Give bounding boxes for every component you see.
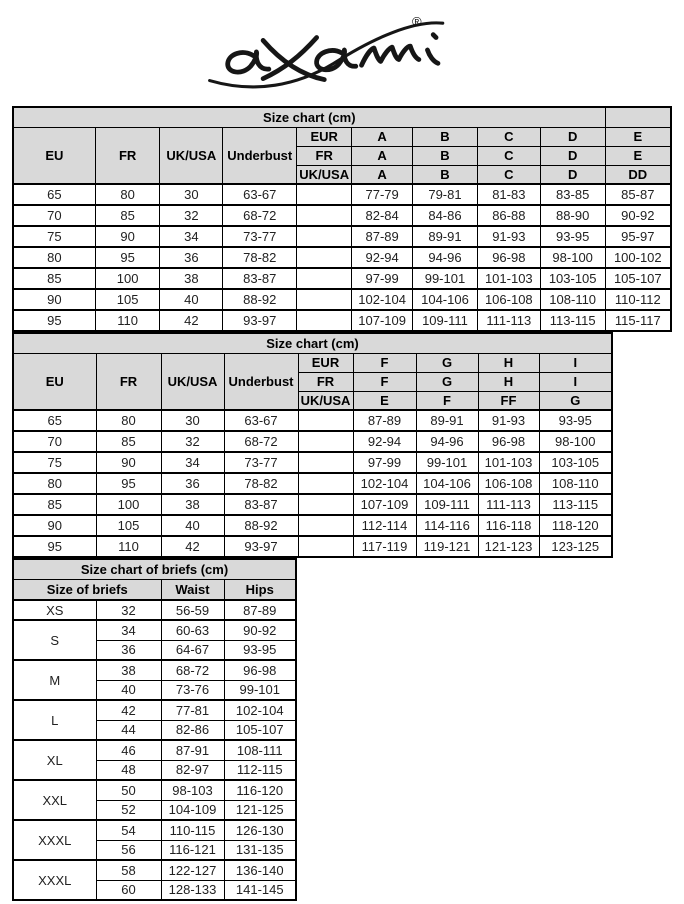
cell-fr: 90 [96,452,161,473]
size-row [13,226,671,247]
cell-hips-range: 90-92 [224,620,296,640]
cell-cup-range: 84-86 [413,205,478,226]
cell-hips-range: 136-140 [224,860,296,880]
size-row [13,205,671,226]
cell-waist-range: 128-133 [161,880,224,900]
system-label: FR [297,146,352,165]
header-waist: Waist [161,579,224,600]
cell-eu: 65 [13,410,96,431]
size-row [13,289,671,310]
brief-size-row [13,600,296,620]
cup-size-header: G [416,353,478,372]
cell-fr: 110 [96,536,161,557]
cell-fr: 105 [96,515,161,536]
cell-eu: 90 [13,515,96,536]
logo-letter-a1 [228,52,269,72]
cup-system-row [13,353,612,372]
cell-underbust: 93-97 [224,536,298,557]
cell-cup-range: 93-95 [540,226,605,247]
cell-fr: 100 [96,494,161,515]
cell-cup-range: 116-118 [478,515,539,536]
cell-waist-range: 87-91 [161,740,224,760]
cell-underbust: 83-87 [224,494,298,515]
size-row [13,268,671,289]
cell-uk-usa: 34 [160,226,223,247]
brief-size-row [13,820,296,840]
cell-waist-range: 116-121 [161,840,224,860]
logo-letter-i [427,50,438,63]
cell-waist-range: 82-97 [161,760,224,780]
cell-eu: 70 [13,205,95,226]
cell-cup-range: 97-99 [352,268,413,289]
size-row [13,247,671,268]
cell-eu: 85 [13,268,95,289]
cell-cup-range: 88-90 [540,205,605,226]
cell-eu: 80 [13,473,96,494]
cup-system-row [13,127,671,146]
chart-title: Size chart (cm) [13,107,605,127]
cell-cup-range: 111-113 [478,494,539,515]
brief-size-row [13,860,296,880]
cell-hips-range: 102-104 [224,700,296,720]
cell-spacer [297,289,352,310]
cell-fr: 95 [96,473,161,494]
cell-hips-range: 96-98 [224,660,296,680]
cup-size-header: E [605,146,671,165]
cup-size-header: E [605,127,671,146]
cell-cup-range: 93-95 [539,410,612,431]
cell-cup-range: 113-115 [540,310,605,331]
title-row [13,559,296,579]
cup-size-header: FF [478,391,539,410]
cell-waist-range: 73-76 [161,680,224,700]
cell-cup-range: 103-105 [539,452,612,473]
cell-underbust: 88-92 [224,515,298,536]
cell-cup-range: 94-96 [416,431,478,452]
cell-spacer [297,268,352,289]
system-label: UK/USA [297,165,352,184]
cell-spacer [297,184,352,205]
cell-cup-range: 114-116 [416,515,478,536]
system-label: UK/USA [298,391,353,410]
cell-waist-range: 77-81 [161,700,224,720]
cell-cup-range: 104-106 [416,473,478,494]
cup-size-header: D [540,146,605,165]
cup-size-header: I [539,353,612,372]
briefs-size-chart [12,558,672,901]
cell-eu: 65 [13,184,95,205]
cell-eu: 75 [13,452,96,473]
cell-fr: 85 [95,205,160,226]
cell-cup-range: 89-91 [416,410,478,431]
cell-eu: 95 [13,310,95,331]
cup-size-header: D [540,165,605,184]
cup-size-header: A [352,127,413,146]
cell-waist-range: 110-115 [161,820,224,840]
system-label: EUR [298,353,353,372]
chart-title: Size chart of briefs (cm) [13,559,296,579]
size-row [13,410,612,431]
cell-cup-range: 113-115 [539,494,612,515]
cell-brief-number: 56 [96,840,161,860]
cell-waist-range: 82-86 [161,720,224,740]
cell-hips-range: 105-107 [224,720,296,740]
size-row [13,536,612,557]
cell-brief-number: 50 [96,780,161,800]
title-row [13,333,612,353]
cup-size-header: B [413,127,478,146]
cell-cup-range: 99-101 [413,268,478,289]
cell-cup-range: 117-119 [353,536,416,557]
title-row [13,107,671,127]
cell-cup-range: 104-106 [413,289,478,310]
brief-size-row [13,660,296,680]
cup-size-header: C [477,127,540,146]
cell-cup-range: 89-91 [413,226,478,247]
cell-cup-range: 108-110 [540,289,605,310]
cup-size-header: I [539,372,612,391]
cell-brief-size-label: XXXL [13,860,96,900]
cell-underbust: 93-97 [223,310,297,331]
cell-cup-range: 121-123 [478,536,539,557]
cell-brief-number: 48 [96,760,161,780]
brand-name [0,0,1,1]
cell-cup-range: 91-93 [477,226,540,247]
brief-size-row [13,780,296,800]
cell-waist-range: 64-67 [161,640,224,660]
system-label: FR [298,372,353,391]
cell-underbust: 68-72 [223,205,297,226]
cell-brief-number: 34 [96,620,161,640]
cell-brief-size-label: L [13,700,96,740]
cell-uk-usa: 42 [161,536,224,557]
column-header: FR [95,127,160,184]
cell-cup-range: 98-100 [540,247,605,268]
cell-cup-range: 96-98 [478,431,539,452]
cell-fr: 100 [95,268,160,289]
bra-size-chart-1 [12,106,672,332]
cell-fr: 90 [95,226,160,247]
cell-underbust: 73-77 [223,226,297,247]
bra-size-table [12,106,672,332]
cell-cup-range: 102-104 [353,473,416,494]
cell-uk-usa: 36 [160,247,223,268]
cell-underbust: 68-72 [224,431,298,452]
cell-fr: 80 [95,184,160,205]
column-header: UK/USA [161,353,224,410]
size-row [13,494,612,515]
cup-size-header: G [416,372,478,391]
cup-size-header: H [478,353,539,372]
bra-size-table [12,332,613,558]
cell-spacer [297,247,352,268]
cup-size-header: A [352,165,413,184]
cell-cup-range: 83-85 [540,184,605,205]
cup-size-header: DD [605,165,671,184]
cell-cup-range: 91-93 [478,410,539,431]
cell-cup-range: 86-88 [477,205,540,226]
cell-brief-size-label: S [13,620,96,660]
cell-cup-range: 110-112 [605,289,671,310]
cell-cup-range: 94-96 [413,247,478,268]
cell-cup-range: 109-111 [413,310,478,331]
cell-brief-number: 60 [96,880,161,900]
cell-uk-usa: 36 [161,473,224,494]
cell-hips-range: 93-95 [224,640,296,660]
cell-cup-range: 101-103 [477,268,540,289]
cell-hips-range: 112-115 [224,760,296,780]
cell-uk-usa: 40 [161,515,224,536]
cell-fr: 95 [95,247,160,268]
cell-eu: 90 [13,289,95,310]
cup-size-header: G [539,391,612,410]
cell-cup-range: 123-125 [539,536,612,557]
cup-size-header: F [353,372,416,391]
cell-eu: 95 [13,536,96,557]
cell-cup-range: 106-108 [477,289,540,310]
cell-brief-size-label: XL [13,740,96,780]
cell-cup-range: 92-94 [352,247,413,268]
cell-spacer [298,452,353,473]
cell-cup-range: 106-108 [478,473,539,494]
cell-cup-range: 82-84 [352,205,413,226]
cup-size-header: A [352,146,413,165]
cell-hips-range: 108-111 [224,740,296,760]
cell-waist-range: 104-109 [161,800,224,820]
cell-underbust: 73-77 [224,452,298,473]
cell-uk-usa: 38 [160,268,223,289]
cell-cup-range: 103-105 [540,268,605,289]
cell-hips-range: 121-125 [224,800,296,820]
cell-cup-range: 85-87 [605,184,671,205]
cell-uk-usa: 38 [161,494,224,515]
cell-hips-range: 99-101 [224,680,296,700]
cup-size-header: D [540,127,605,146]
system-label: EUR [297,127,352,146]
column-header: Underbust [224,353,298,410]
cell-brief-number: 44 [96,720,161,740]
cell-cup-range: 87-89 [353,410,416,431]
cell-cup-range: 102-104 [352,289,413,310]
cell-cup-range: 97-99 [353,452,416,473]
logo [0,0,684,100]
cell-brief-number: 42 [96,700,161,720]
cell-brief-number: 40 [96,680,161,700]
cell-spacer [297,205,352,226]
registered-trademark-icon: ® [412,14,422,29]
cell-cup-range: 81-83 [477,184,540,205]
chart-title: Size chart (cm) [13,333,612,353]
cell-hips-range: 87-89 [224,600,296,620]
cup-size-header: B [413,165,478,184]
cell-uk-usa: 40 [160,289,223,310]
cell-eu: 80 [13,247,95,268]
header-size-of-briefs: Size of briefs [13,579,161,600]
cell-cup-range: 115-117 [605,310,671,331]
cell-cup-range: 79-81 [413,184,478,205]
cell-brief-size-label: XXXL [13,820,96,860]
cell-cup-range: 109-111 [416,494,478,515]
header-hips: Hips [224,579,296,600]
size-row [13,310,671,331]
column-header: Underbust [223,127,297,184]
cell-uk-usa: 32 [161,431,224,452]
column-header: UK/USA [160,127,223,184]
cell-brief-size-label: XS [13,600,96,620]
cell-uk-usa: 42 [160,310,223,331]
cell-brief-number: 52 [96,800,161,820]
cell-cup-range: 119-121 [416,536,478,557]
cell-cup-range: 112-114 [353,515,416,536]
cell-cup-range: 100-102 [605,247,671,268]
cell-cup-range: 107-109 [352,310,413,331]
header-row [13,579,296,600]
cell-waist-range: 98-103 [161,780,224,800]
cell-fr: 110 [95,310,160,331]
cell-brief-number: 36 [96,640,161,660]
cell-spacer [298,431,353,452]
cell-waist-range: 56-59 [161,600,224,620]
cell-underbust: 63-67 [223,184,297,205]
cell-cup-range: 105-107 [605,268,671,289]
cell-eu: 85 [13,494,96,515]
cup-size-header: E [353,391,416,410]
cell-underbust: 78-82 [223,247,297,268]
cell-cup-range: 87-89 [352,226,413,247]
cell-cup-range: 90-92 [605,205,671,226]
size-row [13,515,612,536]
cup-size-header: F [416,391,478,410]
cell-spacer [297,226,352,247]
cell-brief-size-label: M [13,660,96,700]
size-row [13,473,612,494]
size-row [13,452,612,473]
cell-brief-number: 32 [96,600,161,620]
brief-size-row [13,620,296,640]
cell-spacer [298,494,353,515]
cell-underbust: 78-82 [224,473,298,494]
cell-cup-range: 118-120 [539,515,612,536]
column-header: EU [13,353,96,410]
briefs-size-table [12,558,297,901]
cup-size-header: C [477,165,540,184]
cell-brief-number: 38 [96,660,161,680]
cell-fr: 105 [95,289,160,310]
cell-cup-range: 111-113 [477,310,540,331]
cell-uk-usa: 34 [161,452,224,473]
charts [12,106,672,901]
logo-letter-m [362,46,419,65]
cell-underbust: 83-87 [223,268,297,289]
cell-spacer [297,310,352,331]
cell-brief-size-label: XXL [13,780,96,820]
bra-size-chart-2 [12,332,672,558]
size-row [13,184,671,205]
cell-underbust: 63-67 [224,410,298,431]
cell-spacer [298,473,353,494]
cell-waist-range: 60-63 [161,620,224,640]
cell-hips-range: 126-130 [224,820,296,840]
logo-letter-i-dot [433,35,436,38]
cell-brief-number: 46 [96,740,161,760]
cell-cup-range: 107-109 [353,494,416,515]
cell-cup-range: 108-110 [539,473,612,494]
cell-uk-usa: 30 [161,410,224,431]
cell-spacer [298,536,353,557]
cell-cup-range: 92-94 [353,431,416,452]
cup-size-header: B [413,146,478,165]
cell-hips-range: 131-135 [224,840,296,860]
cell-eu: 75 [13,226,95,247]
cell-eu: 70 [13,431,96,452]
cell-cup-range: 98-100 [539,431,612,452]
title-spacer-cell [605,107,671,127]
cup-size-header: H [478,372,539,391]
cell-cup-range: 99-101 [416,452,478,473]
brief-size-row [13,740,296,760]
cell-waist-range: 68-72 [161,660,224,680]
cell-hips-range: 141-145 [224,880,296,900]
cell-spacer [298,515,353,536]
cell-waist-range: 122-127 [161,860,224,880]
cell-cup-range: 101-103 [478,452,539,473]
brief-size-row [13,700,296,720]
column-header: EU [13,127,95,184]
cell-uk-usa: 32 [160,205,223,226]
cell-cup-range: 96-98 [477,247,540,268]
cell-hips-range: 116-120 [224,780,296,800]
cell-cup-range: 95-97 [605,226,671,247]
cup-size-header: F [353,353,416,372]
cup-size-header: C [477,146,540,165]
cell-cup-range: 77-79 [352,184,413,205]
cell-brief-number: 54 [96,820,161,840]
size-row [13,431,612,452]
cell-fr: 85 [96,431,161,452]
cell-brief-number: 58 [96,860,161,880]
cell-uk-usa: 30 [160,184,223,205]
column-header: FR [96,353,161,410]
cell-underbust: 88-92 [223,289,297,310]
cell-fr: 80 [96,410,161,431]
cell-spacer [298,410,353,431]
